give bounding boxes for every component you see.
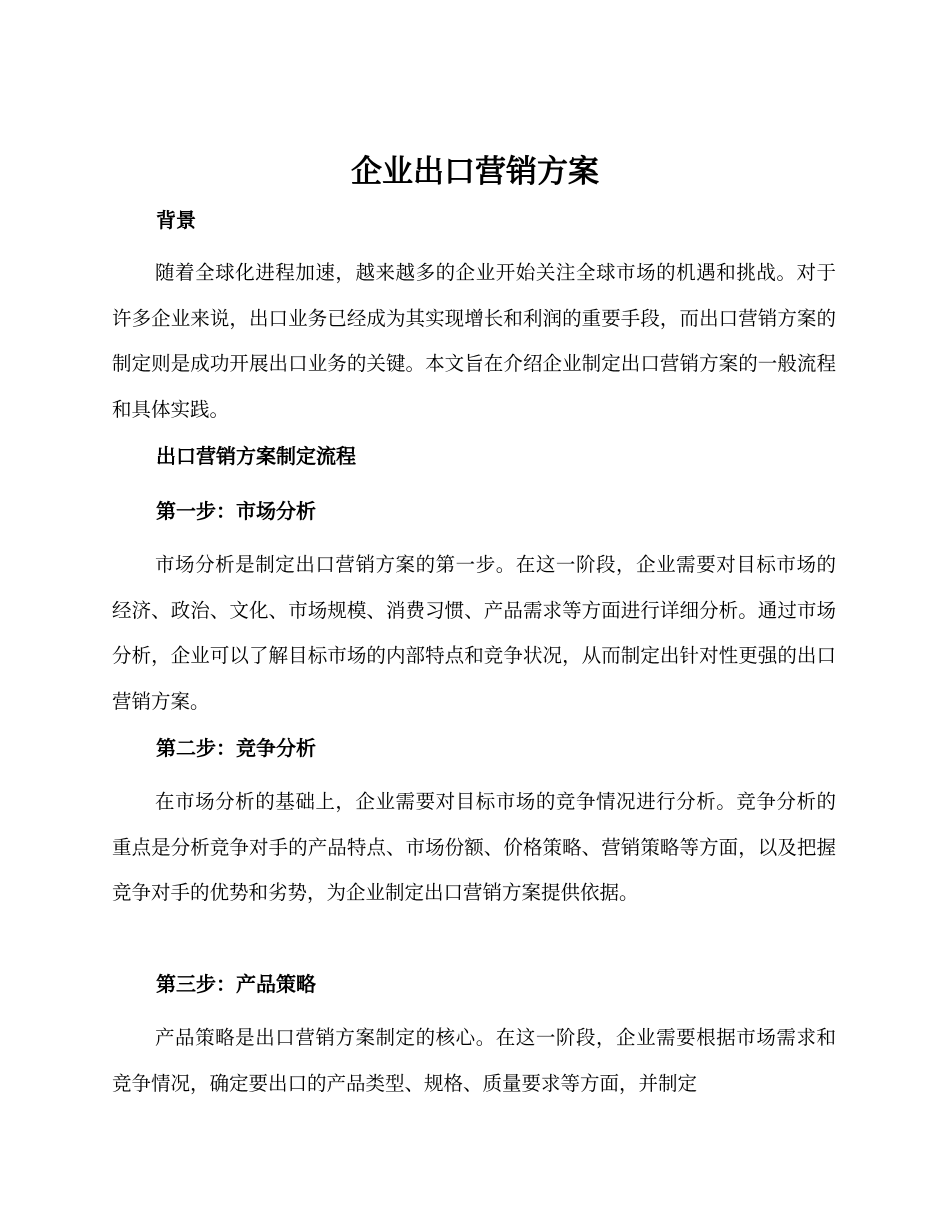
step-heading-product-strategy: 第三步：产品策略: [156, 972, 316, 996]
paragraph-competition-analysis: 在市场分析的基础上，企业需要对目标市场的竞争情况进行分析。竞争分析的重点是分析竞争对手的产品特点、市场份额、价格策略、营销策略等方面，以及把握竞争对手的优势和劣势，为企业制定出口营销方案提供依据。: [112, 790, 836, 904]
paragraph-background: 随着全球化进程加速，越来越多的企业开始关注全球市场的机遇和挑战。对于许多企业来说，出口业务已经成为其实现增长和利润的重要手段，而出口营销方案的制定则是成功开展出口业务的关键。本文旨在介绍企业制定出口营销方案的一般流程和具体实践。: [112, 261, 836, 421]
paragraph-product-strategy: 产品策略是出口营销方案制定的核心。在这一阶段，企业需要根据市场需求和竞争情况，确定要出口的产品类型、规格、质量要求等方面，并制定: [112, 1026, 836, 1095]
section-heading-background: 背景: [156, 208, 196, 232]
section-heading-process: 出口营销方案制定流程: [156, 444, 356, 468]
paragraph-market-analysis: 市场分析是制定出口营销方案的第一步。在这一阶段，企业需要对目标市场的经济、政治、文化、市场规模、消费习惯、产品需求等方面进行详细分析。通过市场分析，企业可以了解目标市场的内部特点和竞争状况，从而制定出针对性更强的出口营销方案。: [112, 553, 836, 713]
document-title: 企业出口营销方案: [351, 154, 599, 190]
step-heading-market-analysis: 第一步：市场分析: [156, 499, 316, 523]
step-heading-competition-analysis: 第二步：竞争分析: [156, 736, 316, 760]
